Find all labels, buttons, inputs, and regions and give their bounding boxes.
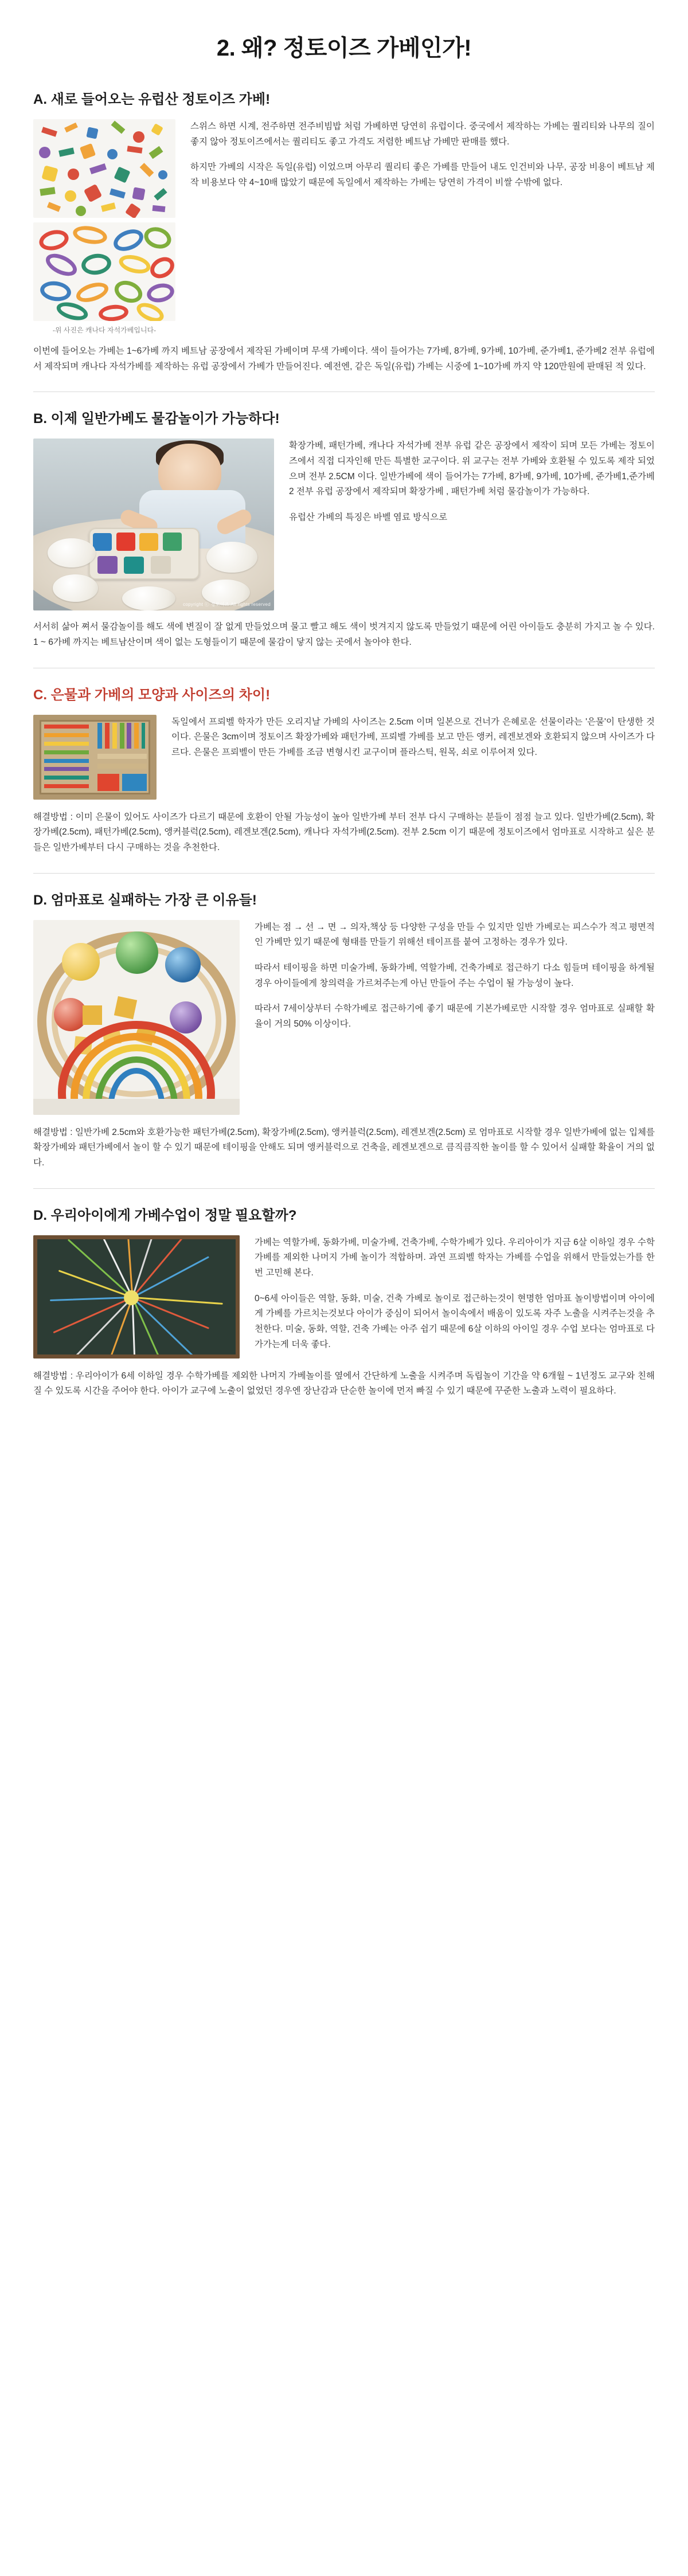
paragraph: 가베는 점 → 선 → 면 → 의자,책상 등 다양한 구성을 만들 수 있지만 일반 가베로는 피스수가 적고 평면적인 가베만 있기 때문에 형태를 만들기 위해선 테이프를 붙여 고정하는 경우가 있다. bbox=[255, 922, 655, 948]
photo-toddler-painting bbox=[33, 439, 274, 610]
section-a bbox=[33, 88, 655, 374]
section-d2-heading: D. 우리아이에게 가베수업이 정말 필요할까? bbox=[33, 1207, 297, 1223]
paragraph: 따라서 7세이상부터 수학가베로 접근하기에 좋기 때문에 기본가베로만 시작할 경우 엄마표로 실패할 확율이 거의 50% 이상이다. bbox=[255, 1004, 655, 1029]
section-d1-heading: D. 엄마표로 실패하는 가장 큰 이유들! bbox=[33, 892, 257, 908]
section-c bbox=[33, 683, 655, 856]
photo-rubber-rings bbox=[33, 222, 175, 321]
section-d2 bbox=[33, 1204, 655, 1399]
paragraph: 따라서 테이핑을 하면 미술가베, 동화가베, 역할가베, 건축가베로 접근하기 다소 힘들며 테이핑을 하게될 경우 아이들에게 창의력을 가르쳐주는게 아닌 만들어 주는 수업이 될 가능성이 높다. bbox=[255, 962, 655, 988]
section-d2-image bbox=[33, 1235, 240, 1359]
section-a-text bbox=[190, 119, 655, 191]
photo-chalkboard-sunburst bbox=[33, 1235, 240, 1359]
section-b-heading: B. 이제 일반가베도 물감놀이가 가능하다! bbox=[33, 411, 280, 427]
paragraph: 0~6세 아이들은 역할, 동화, 미술, 건축 가베로 놀이로 접근하는것이 현명한 엄마표 놀이방법이며 아이에게 가베를 가르치는것보다 아이가 중심이 되어서 놀이속에서 배움이 있도록 자주 노출을 시켜주는것을 추천한다. 미술, 동화, 역할, 건축 가베는 아주 쉽기 때문에 6살 이하의 아이일 경우 수업 보다는 엄마표로 다가가는게 더욱 좋다. bbox=[255, 1293, 655, 1349]
section-c-text bbox=[171, 715, 655, 761]
paragraph: 가베는 역할가베, 동화가베, 미술가베, 건축가베, 수학가베가 있다. 우리아이가 지금 6살 이하일 경우 수학가베를 제외한 나머지 가베 놀이가 적합하며. 과연 프뢰벨 학자는 가베를 수업을 위해서 만들었는가를 한번 고민해 본다. bbox=[255, 1237, 655, 1278]
section-b-image bbox=[33, 439, 274, 610]
section-d2-solution: 해결방법 : 우리아이가 6세 이하일 경우 수학가베를 제외한 나머지 가베놀이를 옆에서 간단하게 노출을 시켜주며 독립놀이 기간을 약 6개월 ~ 1년정도 교구와 친해질 수 있도록 시간을 주어야 한다. 아이가 교구에 노출이 없었던 경우엔 장난감과 단순한 놀이에 먼저 빠질 수 있기 때문에 꾸준한 노출과 노력이 필요하다. bbox=[33, 1371, 655, 1396]
section-d2-text bbox=[255, 1235, 655, 1353]
section-a-heading: A. 새로 들어오는 유럽산 정토이즈 가베! bbox=[33, 92, 271, 107]
section-c-image bbox=[33, 715, 157, 800]
section-d1 bbox=[33, 888, 655, 1171]
photo-wooden-shapes bbox=[33, 119, 175, 218]
section-d1-text bbox=[255, 920, 655, 1032]
section-c-solution: 해결방법 : 이미 은물이 있어도 사이즈가 다르기 때문에 호환이 안될 가능성이 높아 일반가베 부터 전부 다시 구매하는 분들이 점점 늘고 있다. 일반가베(2.5cm), 확장가베(2.5cm), 패턴가베(2.5cm), 앵커블럭(2.5cm), 레겐보겐(2.5cm), 캐나다 자석가베(2.5cm). 전부 2.5cm 이기 때문에 정토이즈에서 엄마표로 시작하고 싶은 분들은 일반가베부터 다시 구매하는 것을 추천한다. bbox=[33, 812, 655, 852]
photo-wooden-box-sticks bbox=[33, 715, 157, 800]
paragraph: 확장가베, 패턴가베, 캐나다 자석가베 전부 유럽 같은 공장에서 제작이 되며 모든 가베는 정토이즈에서 직접 디자인해 만든 특별한 교구이다. 위 교구는 전부 가베와 호환될 수 있도록 제작 되었으며 전부 2.5CM 이다. 일반가베에 색이 들어가는 7가베, 8가베, 9가베, 10가베, 준가베1,준가베2 전부 유럽 공장에서 제작되며 확장가베 , 패턴가베 처럼 물감놀이가 가능하다. bbox=[289, 441, 655, 497]
divider bbox=[33, 873, 655, 874]
paragraph: 유럽산 가베의 특징은 바벨 염료 방식으로 bbox=[289, 512, 448, 522]
paragraph: 스위스 하면 시계, 전주하면 전주비빔밥 처럼 가베하면 당연히 유럽이다. 중국에서 제작하는 가베는 퀄리티와 나무의 질이 좋지 않아 정토이즈에서는 퀄리티도 좋고 가격도 저렴한 베트남 가베만 판매를 했다. bbox=[190, 122, 655, 147]
section-a-images bbox=[33, 119, 175, 335]
photo-caption: -위 사진은 캐나다 자석가베입니다- bbox=[52, 326, 157, 334]
paragraph: 독일에서 프뢰벨 학자가 만든 오리지날 가베의 사이즈는 2.5cm 이며 일본으로 건너가 은혜로운 선물이라는 '은물'이 탄생한 것이다. 은물은 3cm이며 정토이즈 확장가베와 패턴가베, 프뢰벨 가베를 보고 만든 앵커, 레겐보겐와 호환되지 않으며 사이즈가 다르다. 은물은 프뢰벨이 만든 가베를 조금 변형시킨 교구이며 플라스틱, 원목, 쇠로 이루어져 있다. bbox=[171, 717, 655, 757]
section-d1-image bbox=[33, 920, 240, 1115]
watermark: copyright ⓒ 정토이즈 All rights reserved bbox=[183, 602, 271, 608]
paragraph: 하지만 가베의 시작은 독일(유럽) 이었으며 아무리 퀄리티 좋은 가베를 만들어 내도 인건비와 나무, 공장 비용이 베트남 제작 비용보다 약 4~10배 많았기 때문에 독일에서 제작하는 가베는 당연히 가격이 비쌀 수밖에 없다. bbox=[190, 162, 655, 187]
section-b-note: 서서히 삶아 쪄서 물감놀이를 해도 색에 변질이 잘 없게 만들었으며 물고 빨고 해도 색이 벗겨지지 않도록 만들었기 때문에 어린 아이들도 충분히 가지고 놀 수 있다. 1 ~ 6가베 까지는 베트남산이며 색이 없는 도형들이기 때문에 물감이 닿지 않는 곳에서 놀아야 한다. bbox=[33, 622, 655, 647]
page-title: 2. 왜? 정토이즈 가베인가! bbox=[216, 36, 472, 61]
photo-rainbow-tray bbox=[33, 920, 240, 1115]
section-b bbox=[33, 407, 655, 650]
section-d1-solution: 해결방법 : 일반가베 2.5cm와 호환가능한 패턴가베(2.5cm), 확장가베(2.5cm), 앵커블럭(2.5cm), 레겐보겐(2.5cm) 로 엄마표로 시작할 경우 일반가베에 없는 입체를 확장가베와 패턴가베에서 놀이 할 수 있기 때문에 테이핑을 안해도 되며 앵커블럭으로 건축을, 레겐보겐으로 큼직큼직한 놀이를 할 수 있어서 실패할 확율이 거의 없다. bbox=[33, 1127, 655, 1168]
divider bbox=[33, 1188, 655, 1189]
section-a-note: 이번에 들어오는 가베는 1~6가베 까지 베트남 공장에서 제작된 가베이며 무색 가베이다. 색이 들어가는 7가베, 8가베, 9가베, 10가베, 준가베1, 준가베2 전부 유럽에서 제작되며 캐나다 자석가베를 제작하는 유럽 공장에서 가베가 만들어진다. 예전엔, 같은 독일(유럽) 가베는 시중에 1~10가베 까지 약 120만원에 판매된 적 있다. bbox=[33, 346, 655, 371]
section-b-text bbox=[289, 439, 655, 525]
section-c-heading: C. 은물과 가베의 모양과 사이즈의 차이! bbox=[33, 687, 271, 703]
